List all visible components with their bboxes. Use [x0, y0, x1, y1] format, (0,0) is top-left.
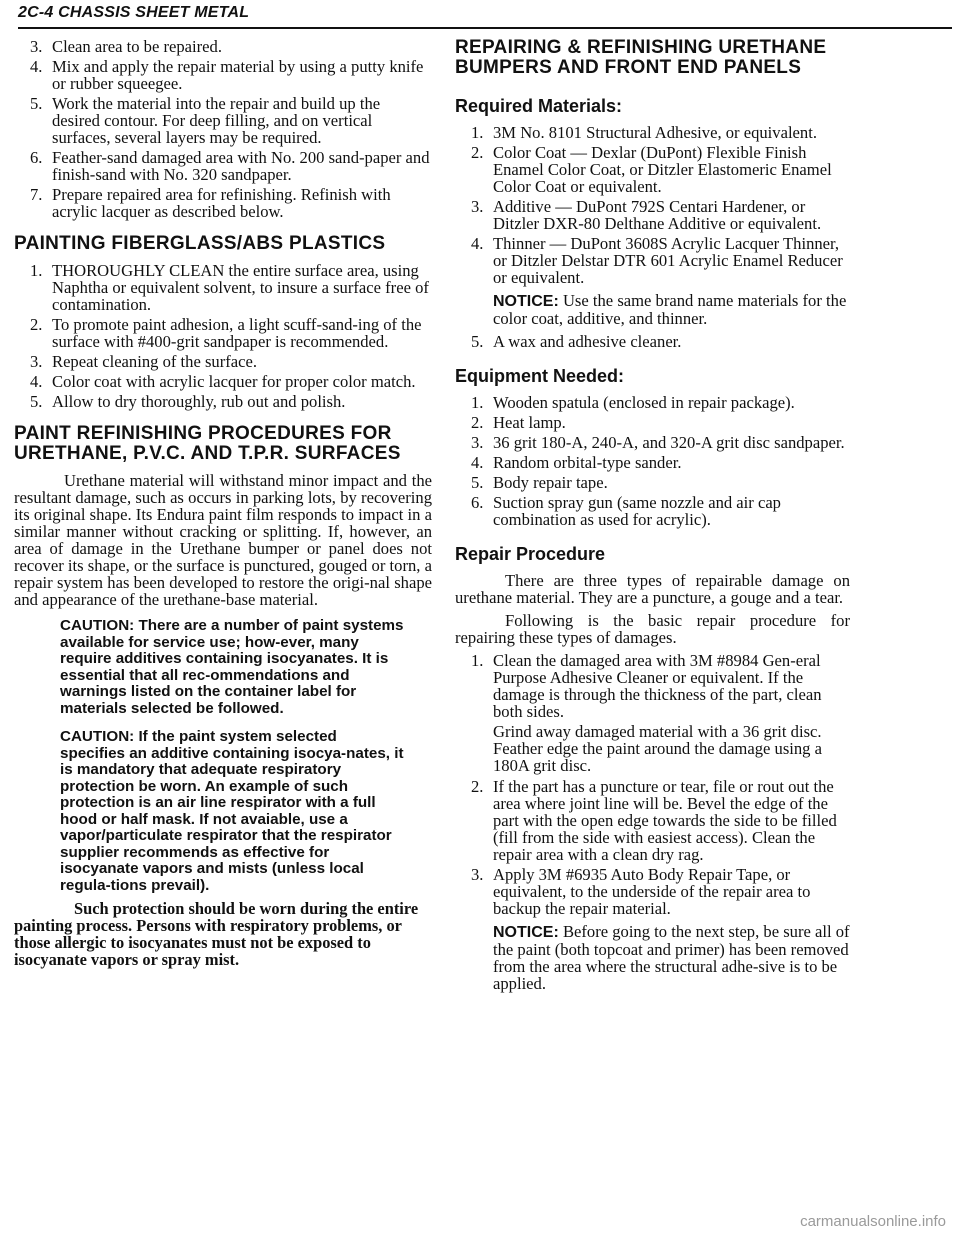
item-number: 1.: [471, 123, 484, 142]
painting-steps-list: [14, 262, 432, 410]
procedure-followup: Following is the basic repair procedure for repairing these types of damages.: [455, 611, 850, 647]
notice-label: NOTICE:: [493, 924, 559, 941]
materials-heading: Required Materials:: [455, 96, 623, 116]
equipment-item: [455, 474, 850, 491]
item-number: 1.: [471, 393, 484, 412]
equipment-heading: Equipment Needed:: [455, 366, 625, 386]
item-number: 7.: [30, 185, 43, 204]
item-text: If the part has a puncture or tear, file or rout out the area where joint line will be. Bevel the edge of the part with the open edge towards the side to be filled (fill from the side with easiest access). Clean the repair area with a clean dry rag.: [493, 777, 837, 864]
protection-paragraph: Such protection should be worn during the entire painting process. Persons with respiratory problems, or those allergic to isocyanates must not be exposed to isocyanate vapors or spray mist.: [14, 899, 419, 969]
repair-step: [14, 58, 432, 92]
item-number: 3.: [471, 197, 484, 216]
notice-label: NOTICE:: [493, 293, 559, 310]
item-number: 3.: [471, 433, 484, 452]
material-item: [455, 198, 850, 232]
item-text: 36 grit 180-A, 240-A, and 320-A grit disc sandpaper.: [493, 433, 845, 452]
painting-step: [14, 316, 432, 350]
equipment-item: [455, 394, 850, 411]
item-text: Body repair tape.: [493, 473, 608, 492]
equipment-item: [455, 414, 850, 431]
item-text: Prepare repaired area for refinishing. Refinish with acrylic lacquer as described below.: [52, 185, 391, 221]
item-text: Work the material into the repair and build up the desired contour. For deep filling, and on vertical surfaces, several layers may be required.: [52, 94, 381, 147]
item-number: 3.: [30, 37, 43, 56]
urethane-heading-line1: REPAIRING & REFINISHING URETHANE: [455, 37, 827, 58]
material-item: [455, 333, 850, 350]
notice-same-brand: [493, 292, 850, 327]
item-number: 2.: [471, 413, 484, 432]
item-text: Random orbital-type sander.: [493, 453, 682, 472]
left-column: [14, 38, 432, 968]
painting-step: [14, 373, 432, 390]
item-text: Allow to dry thoroughly, rub out and polish.: [52, 392, 346, 411]
item-number: 4.: [30, 57, 43, 76]
procedure-steps-list: [455, 652, 850, 720]
item-text: Clean area to be repaired.: [52, 37, 222, 56]
repair-steps-list: [14, 38, 432, 220]
item-number: 2.: [471, 143, 484, 162]
item-number: 4.: [471, 453, 484, 472]
equipment-item: [455, 494, 850, 528]
item-number: 6.: [471, 493, 484, 512]
notice-before-next-step: [493, 923, 850, 992]
item-text: Apply 3M #6935 Auto Body Repair Tape, or equivalent, to the underside of the repair area to backup the repair material.: [493, 865, 811, 918]
item-text: To promote paint adhesion, a light scuff-sand-ing of the surface with #400-grit sandpaper is recommended.: [52, 315, 422, 351]
refinish-heading-line2: URETHANE, P.V.C. AND T.P.R. SURFACES: [14, 443, 401, 464]
item-text: Mix and apply the repair material by using a putty knife or rubber squeegee.: [52, 57, 424, 93]
equipment-item: [455, 454, 850, 471]
notice-text: Use the same brand name materials for the color coat, additive, and thinner.: [493, 291, 847, 328]
caution-isocyanates: CAUTION: There are a number of paint systems available for service use; how-ever, many require additives containing isocyanates. It is essential that all rec-ommendations and warnings listed on the container label for materials selected be followed.: [60, 617, 404, 717]
right-column: [455, 38, 850, 992]
header-rule: [18, 27, 952, 29]
item-text: A wax and adhesive cleaner.: [493, 332, 682, 351]
painting-step: [14, 353, 432, 370]
procedure-step1-continued: Grind away damaged material with a 36 grit disc. Feather edge the paint around the damage using a 180A grit disc.: [493, 722, 822, 775]
equipment-list: [455, 394, 850, 528]
item-text: 3M No. 8101 Structural Adhesive, or equivalent.: [493, 123, 817, 142]
item-text: Thinner — DuPont 3608S Acrylic Lacquer Thinner, or Ditzler Delstar DTR 601 Acrylic Enamel Reducer or equivalent.: [493, 234, 843, 287]
item-number: 1.: [471, 651, 484, 670]
page-title: 2C-4 CHASSIS SHEET METAL: [18, 4, 250, 21]
procedure-steps-list-2: [455, 778, 850, 917]
item-number: 3.: [30, 352, 43, 371]
item-text: Repeat cleaning of the surface.: [52, 352, 258, 371]
item-number: 5.: [30, 94, 43, 113]
material-item: [455, 235, 850, 286]
procedure-heading: Repair Procedure: [455, 544, 606, 564]
repair-step: [14, 149, 432, 183]
materials-list: [455, 124, 850, 286]
item-number: 4.: [30, 372, 43, 391]
item-text: Clean the damaged area with 3M #8984 Gen-eral Purpose Adhesive Cleaner or equivalent. If the damage is through the thickness of the part, clean both sides.: [493, 651, 822, 721]
repair-step: [14, 186, 432, 220]
painting-step: [14, 393, 432, 410]
caution-respiratory: CAUTION: If the paint system selected specifies an additive containing isocya-nates, it is mandatory that adequate respiratory protection be worn. An example of such protection is an air line respirator with a full hood or half mask. If not avaiable, use a vapor/particulate respirator that the respirator supplier recommends as effective for isocyanate vapors and mists (unless local regula-tions prevail).: [60, 728, 404, 894]
item-text: Color coat with acrylic lacquer for proper color match.: [52, 372, 416, 391]
procedure-step: [455, 866, 850, 917]
procedure-step: [455, 652, 850, 720]
refinish-heading-line1: PAINT REFINISHING PROCEDURES FOR: [14, 423, 392, 444]
procedure-step: [455, 778, 850, 863]
procedure-intro: There are three types of repairable damage on urethane material. They are a puncture, a gouge and a tear.: [455, 571, 850, 607]
item-number: 5.: [471, 473, 484, 492]
notice-text: Before going to the next step, be sure all of the paint (both topcoat and primer) has been removed from the area where the structural adhe-sive is to be applied.: [493, 922, 850, 993]
painting-heading: PAINTING FIBERGLASS/ABS PLASTICS: [14, 233, 386, 254]
item-number: 2.: [30, 315, 43, 334]
item-text: Heat lamp.: [493, 413, 566, 432]
urethane-paragraph: Urethane material will withstand minor impact and the resultant damage, such as occurs in parking lots, by recovering its original shape. Its Endura paint film responds to impact in a similar manner without cracking or splitting. If, however, an area of damage in the Urethane bumper or panel does not recover its shape, or the surface is punctured, gouged or torn, a repair system has been developed to restore the origi-nal shape and appearance of the urethane-base material.: [14, 471, 432, 609]
page-header: [18, 4, 952, 28]
repair-step: [14, 38, 432, 55]
item-number: 3.: [471, 865, 484, 884]
item-text: Additive — DuPont 792S Centari Hardener, or Ditzler DXR-80 Delthane Additive or equivalent.: [493, 197, 822, 233]
item-text: Wooden spatula (enclosed in repair package).: [493, 393, 795, 412]
urethane-heading-line2: BUMPERS AND FRONT END PANELS: [455, 57, 802, 78]
material-item: [455, 144, 850, 195]
repair-step: [14, 95, 432, 146]
item-number: 4.: [471, 234, 484, 253]
equipment-item: [455, 434, 850, 451]
item-number: 5.: [30, 392, 43, 411]
item-text: Color Coat — Dexlar (DuPont) Flexible Finish Enamel Color Coat, or Ditzler Elastomeric Enamel Color Coat or equivalent.: [493, 143, 832, 196]
item-text: THOROUGHLY CLEAN the entire surface area, using Naphtha or equivalent solvent, to insure a surface free of contamination.: [52, 261, 429, 314]
item-number: 5.: [471, 332, 484, 351]
item-number: 2.: [471, 777, 484, 796]
painting-step: [14, 262, 432, 313]
item-text: Feather-sand damaged area with No. 200 sand-paper and finish-sand with No. 320 sandpaper.: [52, 148, 430, 184]
watermark: carmanualsonline.info: [800, 1213, 946, 1230]
item-text: Suction spray gun (same nozzle and air cap combination as used for acrylic).: [493, 493, 781, 529]
material-item: [455, 124, 850, 141]
item-number: 1.: [30, 261, 43, 280]
item-number: 6.: [30, 148, 43, 167]
